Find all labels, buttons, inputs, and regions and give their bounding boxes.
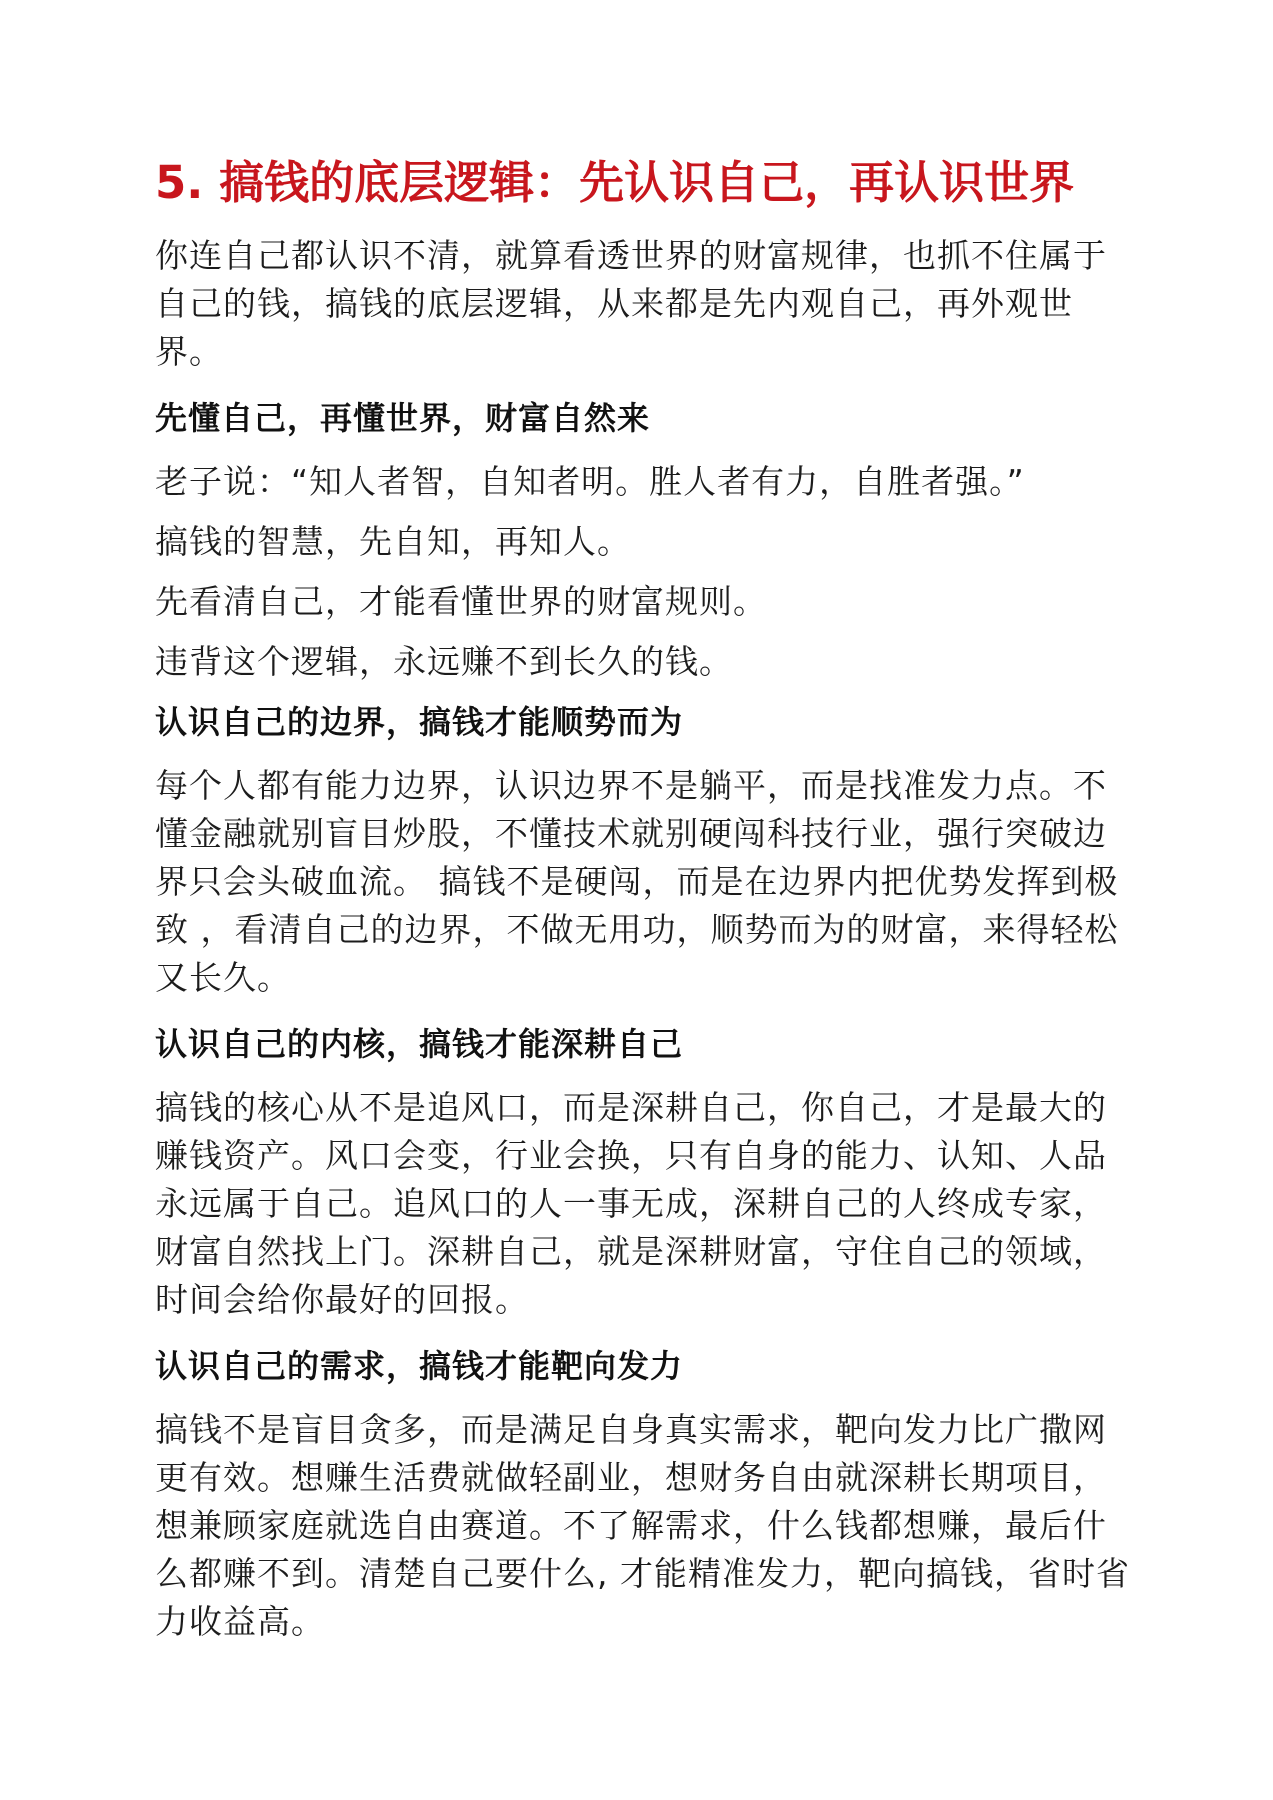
page-title: 5. 搞钱的底层逻辑：先认识自己，再认识世界 (155, 156, 1075, 209)
article (155, 150, 1130, 1664)
quote-line: 老子说：“知人者智，自知者明。胜人者有力，自胜者强。” (155, 462, 1025, 501)
body-paragraph: 搞钱的核心从不是追风口，而是深耕自己，你自己，才是最大的赚钱资产。风口会变，行业会换，只有自身的能力、认知、人品永远属于自己。追风口的人一事无成，深耕自己的人终成专家，财富自然找上门。深耕自己，就是深耕财富，守住自己的领域，时间会给你最好的回报。 (155, 1088, 1107, 1319)
body-line: 先看清自己，才能看懂世界的财富规则。 (155, 582, 767, 621)
body-paragraph: 每个人都有能力边界，认识边界不是躺平，而是找准发力点。不懂金融就别盲目炒股，不懂技术就别硬闯科技行业，强行突破边界只会头破血流。 搞钱不是硬闯，而是在边界内把优势发挥到极致 ，看清自己的边界，不做无用功，顺势而为的财富，来得轻松又长久。 (155, 766, 1119, 997)
body-paragraph: 搞钱不是盲目贪多，而是满足自身真实需求，靶向发力比广撒网更有效。想赚生活费就做轻副业，想财务自由就深耕长期项目，想兼顾家庭就选自由赛道。不了解需求，什么钱都想赚，最后什么都赚不到。清楚自己要什么, 才能精准发力，靶向搞钱，省时省力收益高。 (155, 1410, 1130, 1641)
section-heading: 先懂自己，再懂世界，财富自然来 (155, 399, 651, 437)
section-heading: 认识自己的内核，搞钱才能深耕自己 (155, 1025, 684, 1063)
section-heading: 认识自己的边界，搞钱才能顺势而为 (155, 703, 684, 741)
section-heading: 认识自己的需求，搞钱才能靶向发力 (155, 1347, 684, 1385)
intro-paragraph: 你连自己都认识不清，就算看透世界的财富规律，也抓不住属于自己的钱，搞钱的底层逻辑，从来都是先内观自己，再外观世界。 (155, 236, 1107, 371)
body-line: 搞钱的智慧，先自知，再知人。 (155, 522, 631, 561)
body-line: 违背这个逻辑，永远赚不到长久的钱。 (155, 642, 733, 681)
